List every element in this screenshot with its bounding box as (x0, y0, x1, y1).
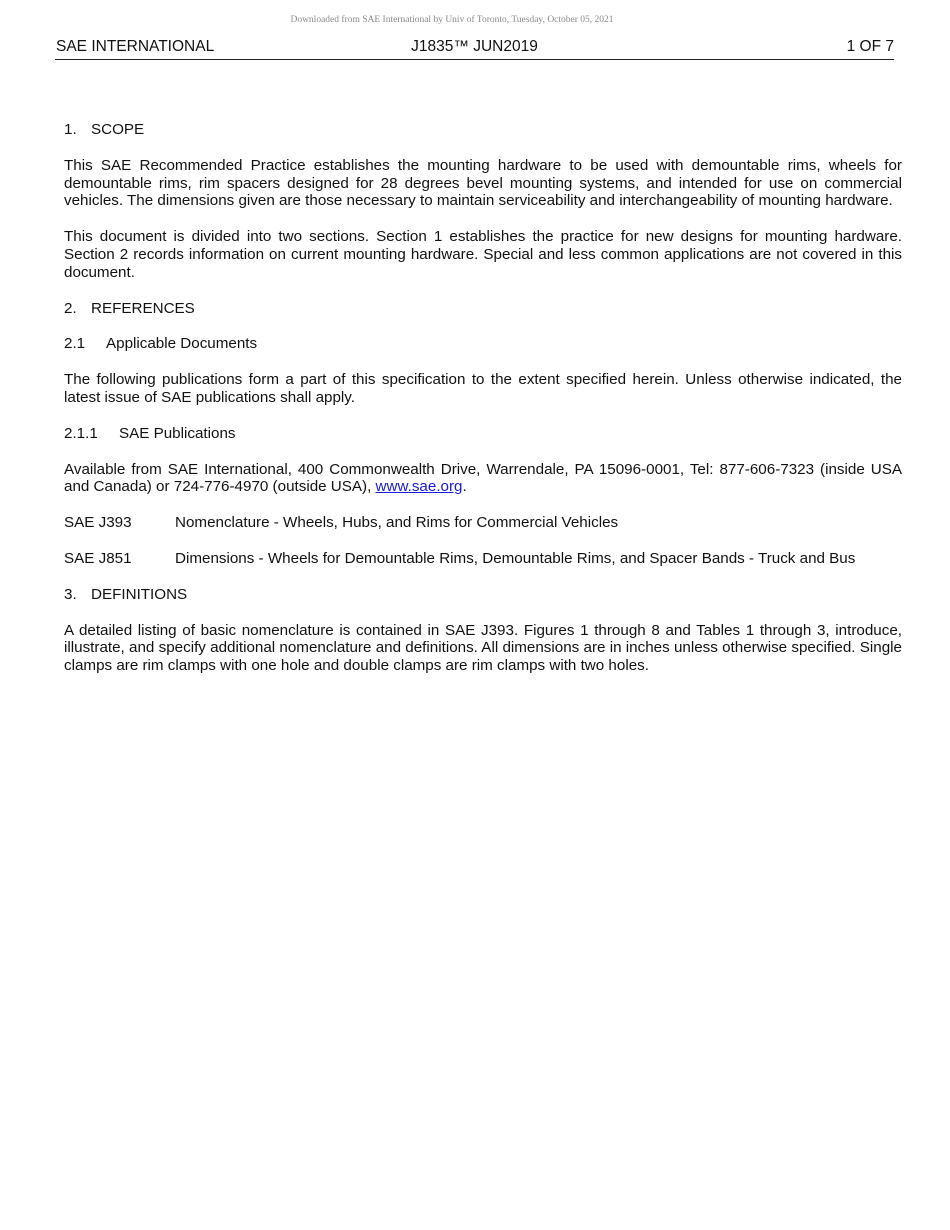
section-title: DEFINITIONS (91, 585, 188, 603)
sae-website-link[interactable]: www.sae.org (375, 478, 463, 496)
definitions-paragraph: A detailed listing of basic nomenclature is contained in SAE J393. Figures 1 through 8 and Tables 1 through 3, introduce, illustrate, and specify additional nomenclature and definitions. All dimensions are in inches unless otherwise specified. Single clamps are rim clamps with one hole and double clamps are rim clamps with two holes. (64, 621, 902, 675)
header-org: SAE INTERNATIONAL (56, 38, 215, 55)
sae-publications-paragraph (64, 461, 902, 497)
subsection-heading-applicable-documents (64, 335, 902, 353)
document-body (64, 121, 902, 693)
reference-title: Dimensions - Wheels for Demountable Rims, Demountable Rims, and Spacer Bands - Truck and Bus (175, 549, 856, 567)
section-heading-references (64, 300, 902, 318)
sentence-end: . (462, 478, 467, 496)
reference-item-j851 (64, 550, 902, 568)
reference-title: Nomenclature - Wheels, Hubs, and Rims for Commercial Vehicles (175, 514, 619, 532)
scope-paragraph-2: This document is divided into two sections. Section 1 establishes the practice for new designs for mounting hardware. Section 2 records information on current mounting hardware. Special and less common applications are not covered in this document. (64, 228, 902, 281)
applicable-documents-paragraph: The following publications form a part of this specification to the extent specified herein. Unless otherwise indicated, the latest issue of SAE publications shall apply. (64, 371, 902, 406)
section-heading-scope (64, 121, 902, 139)
subsection-title: Applicable Documents (106, 335, 258, 353)
section-number: 1. (64, 121, 77, 138)
subsection-title: SAE Publications (119, 424, 236, 442)
section-title: REFERENCES (91, 299, 195, 317)
scope-paragraph-1: This SAE Recommended Practice establishes the mounting hardware to be used with demountable rims, wheels for demountable rims, rim spacers designed for 28 degrees bevel mounting systems, and intended for use on commercial vehicles. The dimensions given are those necessary to maintain serviceability and interchangeability of mounting hardware. (64, 156, 902, 210)
subsection-number: 2.1 (64, 335, 86, 353)
subsection-number: 2.1.1 (64, 424, 98, 442)
header-doc-id: J1835™ JUN2019 (411, 38, 538, 55)
reference-code: SAE J851 (64, 549, 132, 567)
reference-code: SAE J393 (64, 514, 132, 532)
page-header (55, 38, 894, 60)
subsection-heading-sae-publications (64, 425, 902, 443)
section-heading-definitions (64, 586, 902, 604)
section-number: 3. (64, 585, 77, 603)
download-watermark: Downloaded from SAE International by Univ of Toronto, Tuesday, October 05, 2021 (290, 15, 614, 25)
availability-text: Available from SAE International, 400 Commonwealth Drive, Warrendale, PA 15096-0001, Tel: 877-606-7323 (inside USA and Canada) or 724-776-4970 (outside USA), (64, 460, 902, 496)
reference-item-j393 (64, 514, 902, 532)
header-page-number: 1 OF 7 (846, 38, 894, 55)
section-title: SCOPE (91, 121, 145, 138)
section-number: 2. (64, 299, 77, 317)
